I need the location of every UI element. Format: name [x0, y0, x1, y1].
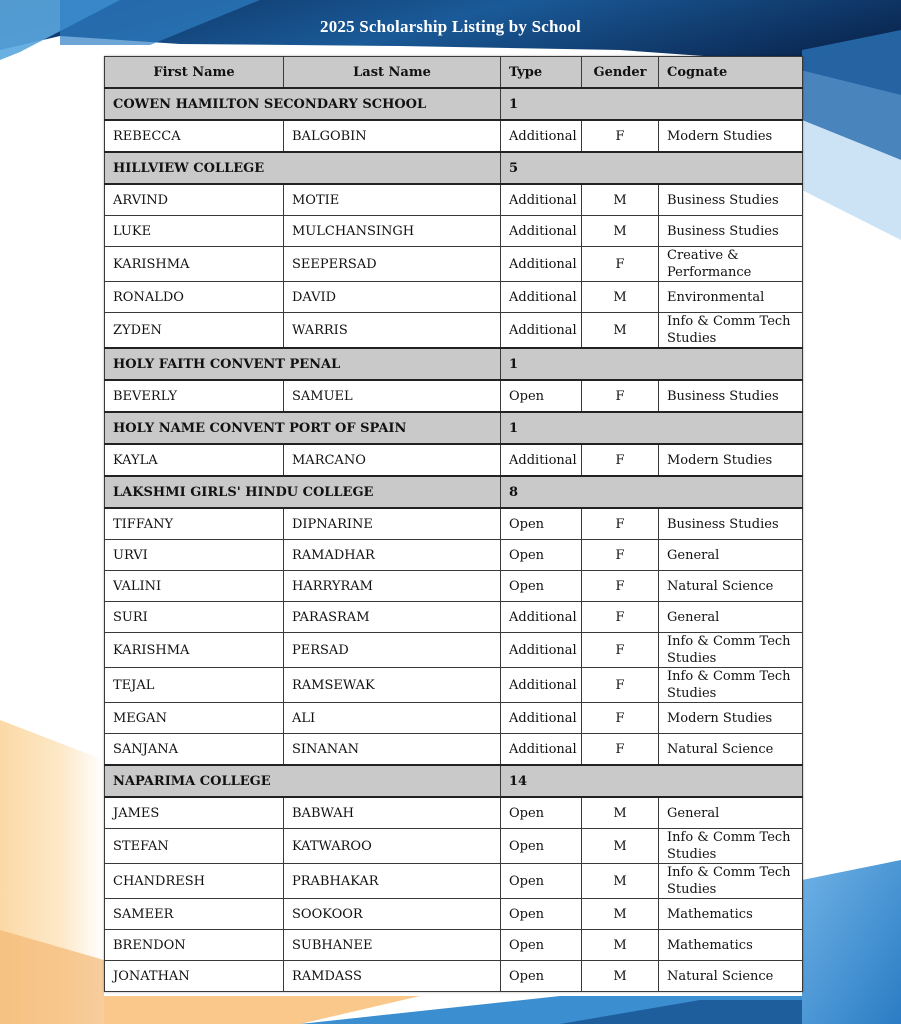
- type: Open: [501, 829, 582, 864]
- last-name: RAMDASS: [284, 961, 501, 992]
- column-header-last-name: Last Name: [284, 57, 501, 89]
- table-row: [105, 864, 803, 899]
- last-name: SOOKOOR: [284, 899, 501, 930]
- type: Additional: [501, 216, 582, 247]
- cognate: General: [659, 797, 803, 829]
- table-header-row: [105, 57, 803, 89]
- cognate: Info & Comm Tech Studies: [659, 668, 803, 703]
- gender: M: [582, 797, 659, 829]
- type: Additional: [501, 282, 582, 313]
- gender: F: [582, 444, 659, 476]
- type: Additional: [501, 444, 582, 476]
- type: Open: [501, 899, 582, 930]
- first-name: RONALDO: [105, 282, 284, 313]
- last-name: MOTIE: [284, 184, 501, 216]
- table-row: [105, 282, 803, 313]
- cognate: Modern Studies: [659, 120, 803, 152]
- cognate: General: [659, 602, 803, 633]
- first-name: TIFFANY: [105, 508, 284, 540]
- cognate: Modern Studies: [659, 444, 803, 476]
- table-row: [105, 247, 803, 282]
- gender: F: [582, 380, 659, 412]
- scholarship-table: [104, 56, 803, 992]
- cognate: Creative & Performance: [659, 247, 803, 282]
- last-name: BABWAH: [284, 797, 501, 829]
- gender: F: [582, 633, 659, 668]
- cognate: Natural Science: [659, 571, 803, 602]
- first-name: VALINI: [105, 571, 284, 602]
- school-row: [105, 765, 803, 797]
- first-name: KAYLA: [105, 444, 284, 476]
- table-row: [105, 703, 803, 734]
- school-name: HILLVIEW COLLEGE: [105, 152, 501, 184]
- first-name: JONATHAN: [105, 961, 284, 992]
- cognate: Business Studies: [659, 216, 803, 247]
- gender: M: [582, 829, 659, 864]
- table-row: [105, 571, 803, 602]
- first-name: STEFAN: [105, 829, 284, 864]
- school-name: COWEN HAMILTON SECONDARY SCHOOL: [105, 88, 501, 120]
- last-name: RAMSEWAK: [284, 668, 501, 703]
- last-name: MULCHANSINGH: [284, 216, 501, 247]
- cognate: Business Studies: [659, 184, 803, 216]
- last-name: SAMUEL: [284, 380, 501, 412]
- first-name: ZYDEN: [105, 313, 284, 349]
- last-name: SUBHANEE: [284, 930, 501, 961]
- type: Additional: [501, 602, 582, 633]
- school-name: HOLY NAME CONVENT PORT OF SPAIN: [105, 412, 501, 444]
- column-header-cognate: Cognate: [659, 57, 803, 89]
- last-name: DAVID: [284, 282, 501, 313]
- last-name: WARRIS: [284, 313, 501, 349]
- first-name: SAMEER: [105, 899, 284, 930]
- first-name: URVI: [105, 540, 284, 571]
- last-name: RAMADHAR: [284, 540, 501, 571]
- table-row: [105, 313, 803, 349]
- column-header-gender: Gender: [582, 57, 659, 89]
- school-count: 8: [501, 476, 803, 508]
- gender: F: [582, 602, 659, 633]
- last-name: MARCANO: [284, 444, 501, 476]
- cognate: Info & Comm Tech Studies: [659, 633, 803, 668]
- table-row: [105, 216, 803, 247]
- gender: F: [582, 571, 659, 602]
- school-count: 1: [501, 88, 803, 120]
- type: Open: [501, 961, 582, 992]
- school-row: [105, 412, 803, 444]
- table-row: [105, 184, 803, 216]
- school-row: [105, 152, 803, 184]
- table-row: [105, 380, 803, 412]
- table-row: [105, 508, 803, 540]
- column-header-first-name: First Name: [105, 57, 284, 89]
- type: Additional: [501, 703, 582, 734]
- table-row: [105, 668, 803, 703]
- school-count: 14: [501, 765, 803, 797]
- gender: F: [582, 540, 659, 571]
- gender: M: [582, 961, 659, 992]
- first-name: KARISHMA: [105, 247, 284, 282]
- type: Additional: [501, 247, 582, 282]
- table-row: [105, 120, 803, 152]
- school-row: [105, 476, 803, 508]
- type: Open: [501, 380, 582, 412]
- gender: F: [582, 247, 659, 282]
- gender: F: [582, 734, 659, 766]
- last-name: SEEPERSAD: [284, 247, 501, 282]
- column-header-type: Type: [501, 57, 582, 89]
- gender: F: [582, 120, 659, 152]
- table-row: [105, 633, 803, 668]
- first-name: BEVERLY: [105, 380, 284, 412]
- table-row: [105, 829, 803, 864]
- cognate: Info & Comm Tech Studies: [659, 829, 803, 864]
- cognate: Info & Comm Tech Studies: [659, 864, 803, 899]
- last-name: BALGOBIN: [284, 120, 501, 152]
- gender: M: [582, 899, 659, 930]
- cognate: General: [659, 540, 803, 571]
- first-name: SANJANA: [105, 734, 284, 766]
- cognate: Business Studies: [659, 380, 803, 412]
- school-name: NAPARIMA COLLEGE: [105, 765, 501, 797]
- first-name: REBECCA: [105, 120, 284, 152]
- table-row: [105, 930, 803, 961]
- gender: F: [582, 668, 659, 703]
- type: Additional: [501, 633, 582, 668]
- cognate: Mathematics: [659, 930, 803, 961]
- gender: M: [582, 930, 659, 961]
- first-name: TEJAL: [105, 668, 284, 703]
- type: Open: [501, 508, 582, 540]
- type: Open: [501, 571, 582, 602]
- school-name: HOLY FAITH CONVENT PENAL: [105, 348, 501, 380]
- table-row: [105, 899, 803, 930]
- table-row: [105, 961, 803, 992]
- cognate: Info & Comm Tech Studies: [659, 313, 803, 349]
- cognate: Business Studies: [659, 508, 803, 540]
- cognate: Natural Science: [659, 734, 803, 766]
- cognate: Modern Studies: [659, 703, 803, 734]
- school-count: 1: [501, 412, 803, 444]
- last-name: HARRYRAM: [284, 571, 501, 602]
- type: Additional: [501, 120, 582, 152]
- gender: M: [582, 864, 659, 899]
- last-name: PRABHAKAR: [284, 864, 501, 899]
- last-name: DIPNARINE: [284, 508, 501, 540]
- school-count: 5: [501, 152, 803, 184]
- school-row: [105, 348, 803, 380]
- last-name: ALI: [284, 703, 501, 734]
- first-name: JAMES: [105, 797, 284, 829]
- gender: F: [582, 508, 659, 540]
- school-count: 1: [501, 348, 803, 380]
- first-name: ARVIND: [105, 184, 284, 216]
- gender: M: [582, 313, 659, 349]
- first-name: KARISHMA: [105, 633, 284, 668]
- last-name: PARASRAM: [284, 602, 501, 633]
- type: Additional: [501, 184, 582, 216]
- first-name: LUKE: [105, 216, 284, 247]
- first-name: BRENDON: [105, 930, 284, 961]
- last-name: PERSAD: [284, 633, 501, 668]
- type: Additional: [501, 313, 582, 349]
- last-name: SINANAN: [284, 734, 501, 766]
- cognate: Natural Science: [659, 961, 803, 992]
- cognate: Environmental: [659, 282, 803, 313]
- last-name: KATWAROO: [284, 829, 501, 864]
- table-row: [105, 444, 803, 476]
- school-name: LAKSHMI GIRLS' HINDU COLLEGE: [105, 476, 501, 508]
- type: Additional: [501, 668, 582, 703]
- cognate: Mathematics: [659, 899, 803, 930]
- type: Open: [501, 864, 582, 899]
- first-name: SURI: [105, 602, 284, 633]
- school-row: [105, 88, 803, 120]
- table-row: [105, 602, 803, 633]
- type: Open: [501, 797, 582, 829]
- type: Open: [501, 930, 582, 961]
- gender: M: [582, 184, 659, 216]
- gender: M: [582, 282, 659, 313]
- first-name: CHANDRESH: [105, 864, 284, 899]
- first-name: MEGAN: [105, 703, 284, 734]
- gender: M: [582, 216, 659, 247]
- type: Additional: [501, 734, 582, 766]
- type: Open: [501, 540, 582, 571]
- page-title: 2025 Scholarship Listing by School: [320, 17, 581, 36]
- gender: F: [582, 703, 659, 734]
- table-row: [105, 797, 803, 829]
- table-row: [105, 540, 803, 571]
- table-row: [105, 734, 803, 766]
